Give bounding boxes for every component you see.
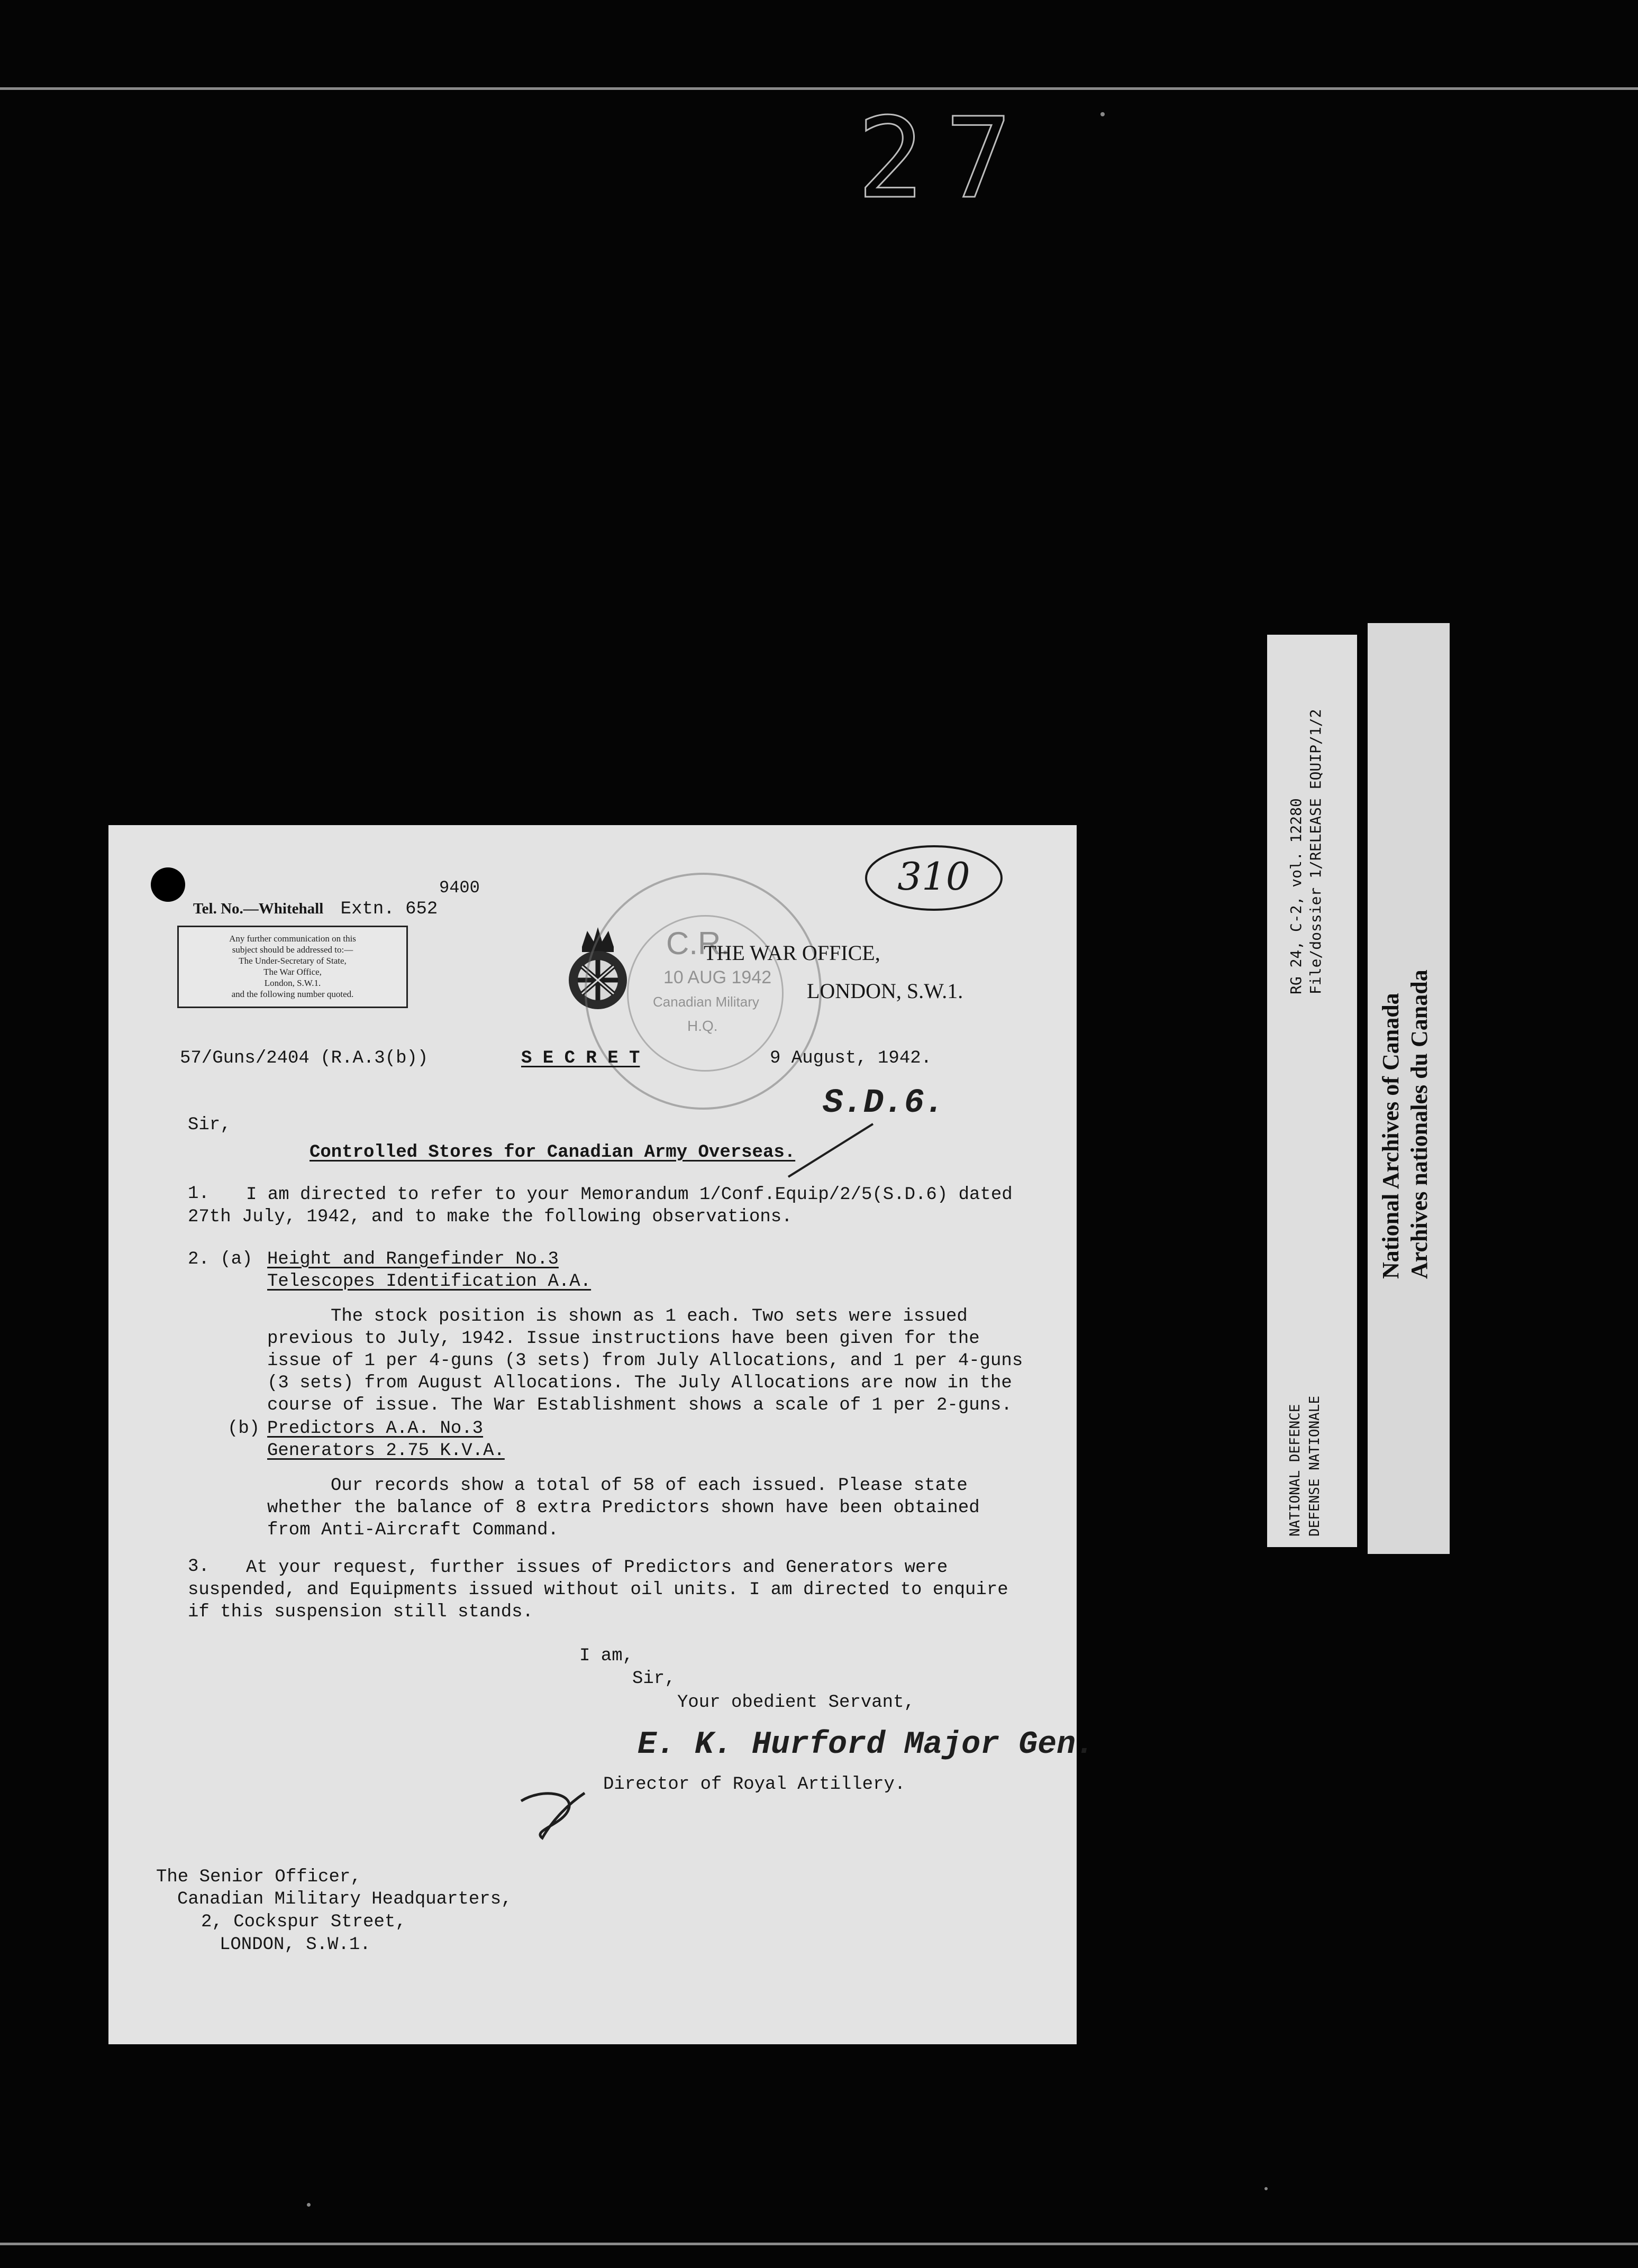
dept-line-1: NATIONAL DEFENCE [1287, 1404, 1303, 1537]
film-speck [307, 2203, 311, 2207]
handwritten-annotation: S.D.6. [823, 1084, 945, 1122]
stamp-hq: H.Q. [687, 1018, 718, 1034]
dept-line-2: DEFENSE NATIONALE [1307, 1395, 1323, 1537]
film-speck [1264, 2187, 1268, 2190]
archives-name-fr: Archives nationales du Canada [1406, 970, 1432, 1279]
letter-date: 9 August, 1942. [770, 1048, 932, 1068]
stamp-inner-ring [627, 915, 784, 1072]
archive-ref-line-2: File/dossier 1/RELEASE EQUIP/1/2 [1307, 709, 1324, 994]
address-instructions-box [177, 926, 408, 1008]
initial-mark [511, 1772, 590, 1841]
closing-line-2: Sir, [632, 1669, 676, 1689]
recipient-line-2: Canadian Military Headquarters, [177, 1889, 512, 1909]
para2b-item-1: Predictors A.A. No.3 [267, 1419, 484, 1439]
para3-number: 3. [188, 1557, 210, 1577]
para2a-item-2: Telescopes Identification A.A. [267, 1272, 592, 1292]
address-line: and the following number quoted. [231, 989, 354, 999]
para2b-text: Our records show a total of 58 of each issued. Please state whether the balance of 8 extra Predictors shown have been obtained from Anti-Aircraft Command. [267, 1476, 980, 1540]
tel-number: 9400 [439, 878, 480, 898]
tel-prefix: Tel. No.—Whitehall [193, 900, 324, 917]
para1-number: 1. [188, 1184, 210, 1204]
circled-number: 310 [897, 854, 970, 899]
signatory-title: Director of Royal Artillery. [603, 1775, 906, 1795]
tel-extension: Extn. 652 [340, 899, 438, 919]
frame-top-edge [0, 87, 1638, 90]
recipient-line-3: 2, Cockspur Street, [201, 1912, 406, 1932]
classification: S E C R E T [521, 1048, 640, 1068]
stamp-initials: C.R. [666, 926, 730, 961]
signature: E. K. Hurford Major Gen. [638, 1727, 1095, 1763]
closing-line-3: Your obedient Servant, [677, 1693, 915, 1713]
address-line: London, S.W.1. [264, 978, 321, 988]
address-line: Any further communication on this [229, 934, 356, 944]
frame-number: 27 [857, 94, 1033, 223]
war-office-heading: THE WAR OFFICE, [704, 941, 880, 965]
archives-name-en: National Archives of Canada [1378, 993, 1404, 1279]
punch-hole [151, 867, 185, 902]
address-line: The Under-Secretary of State, [239, 956, 347, 966]
para2a-item-1: Height and Rangefinder No.3 [267, 1249, 559, 1269]
para2b-item-2: Generators 2.75 K.V.A. [267, 1441, 505, 1461]
address-line: subject should be addressed to:— [232, 945, 353, 955]
reference-number: 57/Guns/2404 (R.A.3(b)) [180, 1048, 429, 1068]
salutation: Sir, [188, 1115, 231, 1135]
para1-text: I am directed to refer to your Memorandum 1/Conf.Equip/2/5(S.D.6) dated 27th July, 1942, and to make the following observations. [188, 1185, 1013, 1227]
recipient-line-1: The Senior Officer, [156, 1867, 361, 1887]
war-office-city: LONDON, S.W.1. [807, 979, 963, 1003]
para2a-text: The stock position is shown as 1 each. Two sets were issued previous to July, 1942. Issue instructions have been given for the issue of 1 per 4-guns (3 sets) from July Allocations, and 1 per 4-guns (3 sets) from August Allocations. The July Allocations are now in the course of issue. The War Establishment shows a scale of 1 per 2-guns. [267, 1306, 1023, 1415]
closing-line-1: I am, [579, 1646, 634, 1666]
pen-stroke [786, 1121, 876, 1179]
archives-canada-label [1368, 623, 1450, 1554]
letter-page [108, 825, 1095, 2044]
para2b-label: (b) [228, 1419, 260, 1439]
address-line: The War Office, [263, 967, 322, 977]
recipient-line-4: LONDON, S.W.1. [220, 1935, 371, 1955]
para2-number: 2. (a) [188, 1249, 253, 1269]
archive-reference-label [1267, 635, 1357, 1547]
stamp-date: 10 AUG 1942 [663, 967, 772, 987]
archive-ref-line-1: RG 24, C-2, vol. 12280 [1287, 798, 1305, 994]
frame-bottom-edge [0, 2243, 1638, 2245]
stamp-org: Canadian Military [653, 994, 759, 1010]
film-speck [1100, 112, 1105, 116]
para3-text: At your request, further issues of Predictors and Generators were suspended, and Equipments issued without oil units. I am directed to enquire if this suspension still stands. [188, 1558, 1008, 1622]
circled-number-annotation [862, 841, 1005, 915]
subject-line: Controlled Stores for Canadian Army Overseas. [310, 1142, 796, 1163]
telephone-line [193, 878, 480, 919]
